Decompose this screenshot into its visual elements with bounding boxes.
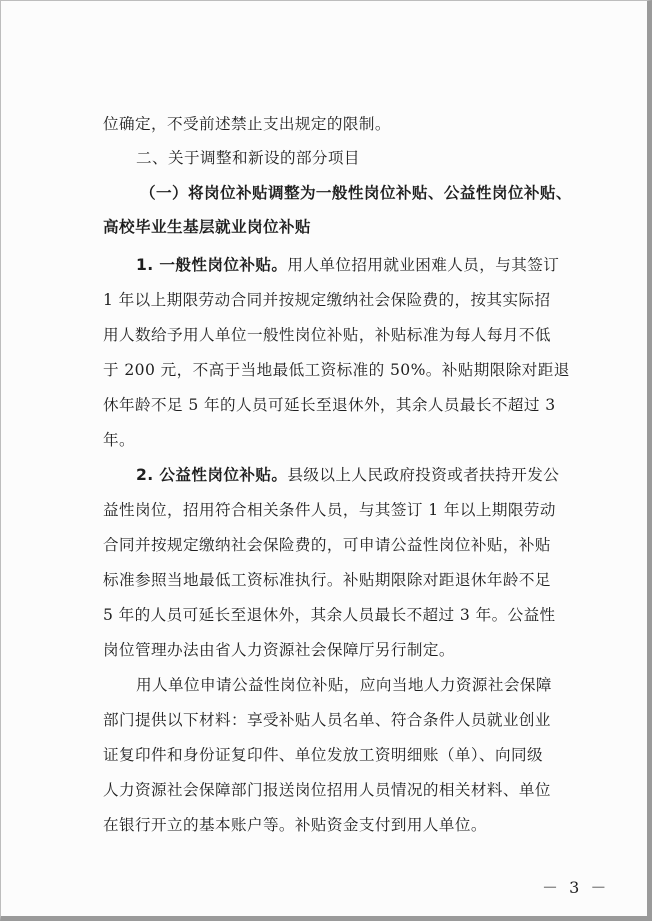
para3-line-1: 用人单位申请公益性岗位补贴，应向当地人力资源社会保障 xyxy=(136,676,552,694)
item1-line-2: 1 年以上期限劳动合同并按规定缴纳社会保险费的，按其实际招 xyxy=(103,291,551,309)
item2-text: 县级以上人民政府投资或者扶持开发公 xyxy=(287,466,560,484)
item2-line-6: 岗位管理办法由省人力资源社会保障厅另行制定。 xyxy=(103,641,455,659)
item1-line-3: 用人数给予用人单位一般性岗位补贴，补贴标准为每人每月不低 xyxy=(103,326,551,344)
item1-line-6: 年。 xyxy=(103,431,135,449)
para3-line-3: 证复印件和身份证复印件、单位发放工资明细账（单）、向同级 xyxy=(103,746,544,764)
item1-text: 用人单位招用就业困难人员，与其签订 xyxy=(287,256,560,274)
para3-line-4: 人力资源社会保障部门报送岗位招用人员情况的相关材料、单位 xyxy=(103,781,551,799)
item2-line-5: 5 年的人员可延长至退休外，其余人员最长不超过 3 年。公益性 xyxy=(103,606,556,624)
item2-label: 2. 公益性岗位补贴。 xyxy=(136,466,288,484)
item2-first-line xyxy=(136,463,559,485)
item1-first-line xyxy=(136,253,559,275)
item2-line-2: 益性岗位，招用符合相关条件人员，与其签订 1 年以上期限劳动 xyxy=(103,501,556,519)
continuation-line: 位确定，不受前述禁止支出规定的限制。 xyxy=(103,115,391,133)
para3-line-5: 在银行开立的基本账户等。补贴资金支付到用人单位。 xyxy=(103,816,487,834)
item2-line-3: 合同并按规定缴纳社会保险费的，可申请公益性岗位补贴，补贴 xyxy=(103,536,551,554)
subheading-line-1: （一）将岗位补贴调整为一般性岗位补贴、公益性岗位补贴、 xyxy=(140,184,572,202)
item1-line-4: 于 200 元，不高于当地最低工资标准的 50%。补贴期限除对距退 xyxy=(103,361,570,379)
item1-line-5: 休年龄不足 5 年的人员可延长至退休外，其余人员最长不超过 3 xyxy=(103,396,556,414)
subheading-line-2: 高校毕业生基层就业岗位补贴 xyxy=(103,218,311,236)
item2-line-4: 标准参照当地最低工资标准执行。补贴期限除对距退休年龄不足 xyxy=(103,571,551,589)
para3-line-2: 部门提供以下材料：享受补贴人员名单、符合条件人员就业创业 xyxy=(103,711,551,729)
item1-label: 1. 一般性岗位补贴。 xyxy=(136,256,288,274)
page-number: － 3 － xyxy=(542,878,610,897)
section-heading: 二、关于调整和新设的部分项目 xyxy=(136,149,360,167)
